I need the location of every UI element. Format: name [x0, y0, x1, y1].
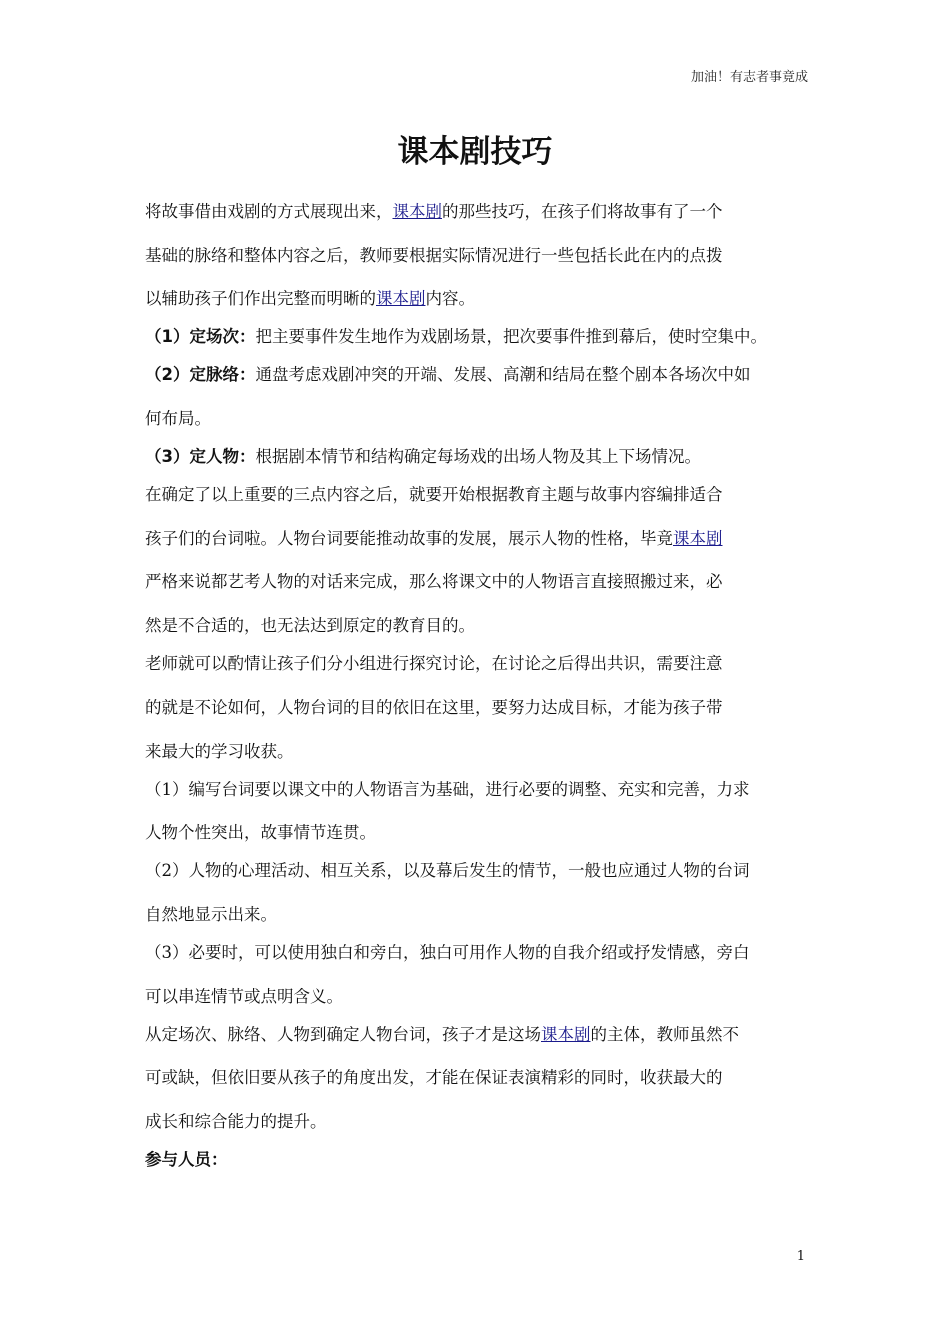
step-label: （1）定场次：: [145, 327, 256, 347]
step-scenes-paragraph: （1）定场次：把主要事件发生地作为戏剧场景，把次要事件推到幕后，使时空集中。: [145, 327, 767, 347]
textbook-drama-link[interactable]: 课本剧: [392, 202, 442, 221]
header-slogan: 加油！有志者事竟成: [690, 70, 808, 85]
page-title: 课本剧技巧: [397, 134, 553, 170]
textbook-drama-link[interactable]: 课本剧: [541, 1024, 591, 1044]
participants-label: 参与人员：: [145, 1149, 228, 1169]
step-label: （2）定脉络：: [145, 365, 256, 385]
dialogue-paragraph: 在确定了以上重要的三点内容之后，就要开始根据教育主题与故事内容编排适合 孩子们的台词啦。人物台词要能推动故事的发展，展示人物的性格，毕竟课本剧 严格来说都艺考人物的对话来完成，那么将课文中的人物语言直接照搬过来，必 然是不合适的，也无法达到原定的教育目的。: [145, 485, 723, 636]
tip-1-paragraph: （1）编写台词要以课文中的人物语言为基础，进行必要的调整、充实和完善，力求 人物个性突出，故事情节连贯。: [145, 779, 750, 843]
intro-paragraph: 将故事借由戏剧的方式展现出来，课本剧的那些技巧，在孩子们将故事有了一个 基础的脉络和整体内容之后，教师要根据实际情况进行一些包括长此在内的点拨 以辅助孩子们作出完整而明晰的课本剧内容。: [145, 202, 723, 309]
tip-3-paragraph: （3）必要时，可以使用独白和旁白，独白可用作人物的自我介绍或抒发情感，旁白 可以串连情节或点明含义。: [145, 942, 750, 1006]
step-characters-paragraph: （3）定人物：根据剧本情节和结构确定每场戏的出场人物及其上下场情况。: [145, 447, 701, 467]
textbook-drama-link[interactable]: 课本剧: [376, 289, 426, 309]
step-label: （3）定人物：: [145, 447, 256, 467]
conclusion-paragraph: 从定场次、脉络、人物到确定人物台词，孩子才是这场课本剧的主体，教师虽然不 可或缺，但依旧要从孩子的角度出发，才能在保证表演精彩的同时，收获最大的 成长和综合能力的提升。: [145, 1024, 739, 1131]
discussion-paragraph: 老师就可以酌情让孩子们分小组进行探究讨论，在讨论之后得出共识，需要注意 的就是不论如何，人物台词的目的依旧在这里，要努力达成目标，才能为孩子带 来最大的学习收获。: [145, 654, 723, 761]
textbook-drama-link[interactable]: 课本剧: [673, 528, 723, 548]
step-structure-paragraph: （2）定脉络：通盘考虑戏剧冲突的开端、发展、高潮和结局在整个剧本各场次中如 何布局。: [145, 365, 751, 429]
page-number: 1: [796, 1249, 805, 1264]
tip-2-paragraph: （2）人物的心理活动、相互关系，以及幕后发生的情节，一般也应通过人物的台词 自然地显示出来。: [145, 861, 750, 924]
document-body: [145, 197, 817, 1183]
